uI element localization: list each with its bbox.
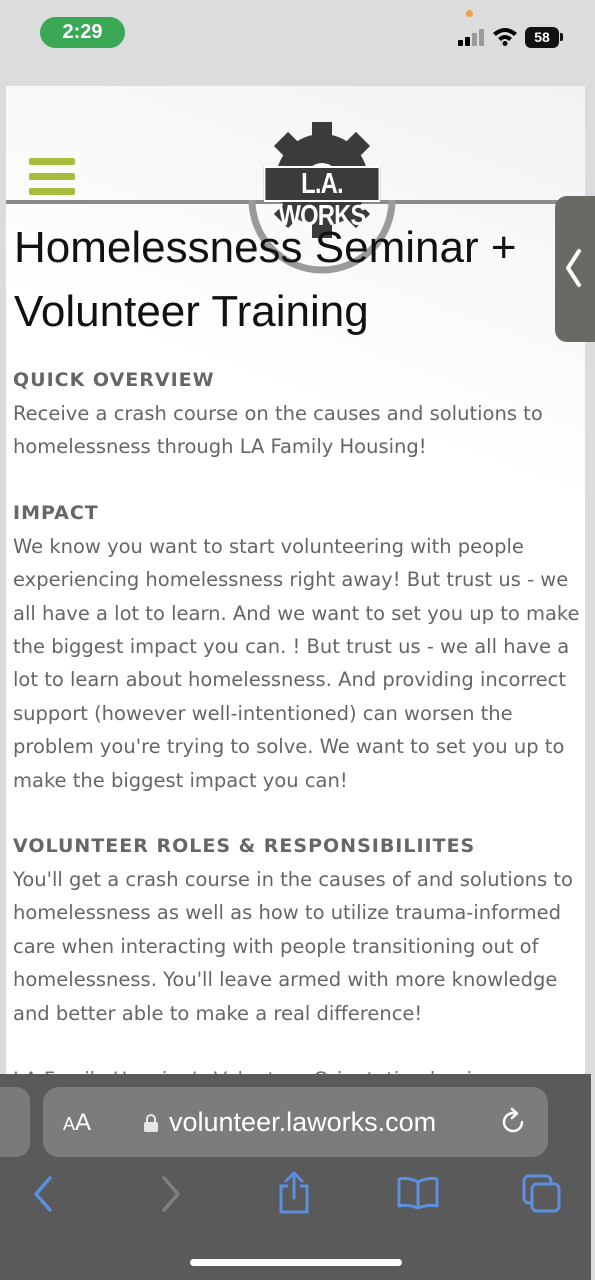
browser-toolbar <box>0 1074 591 1280</box>
section-heading: QUICK OVERVIEW <box>13 369 215 391</box>
section-heading: IMPACT <box>13 501 99 524</box>
event-description <box>13 364 583 1096</box>
reader-aa-button[interactable]: AA <box>63 1109 92 1136</box>
web-page <box>6 86 585 1076</box>
cellular-signal-icon <box>458 29 486 46</box>
privacy-indicator-dot <box>466 10 473 17</box>
address-bar[interactable] <box>43 1087 548 1157</box>
section-quick-overview <box>13 364 583 464</box>
section-body: You'll get a crash course in the causes of and solutions to homelessness as well as how to utilize trauma-informed care when interacting with people transitioning out of homelessness. You'll leave armed with more knowledge and better able to make a real difference! <box>13 868 573 1025</box>
url-text[interactable]: volunteer.laworks.com <box>169 1107 437 1137</box>
home-indicator[interactable] <box>190 1259 402 1266</box>
page-title: Homelessness Seminar + Volunteer Training <box>14 223 517 336</box>
tabs-icon[interactable] <box>522 1174 562 1214</box>
section-body: Receive a crash course on the causes and solutions to homelessness through LA Family Housing! <box>13 402 543 459</box>
forward-icon[interactable] <box>158 1174 184 1214</box>
back-icon[interactable] <box>30 1174 56 1214</box>
wifi-icon <box>492 26 518 46</box>
previous-tab-preview[interactable] <box>0 1087 30 1157</box>
reload-icon[interactable] <box>498 1107 528 1137</box>
section-impact <box>13 497 583 797</box>
battery-indicator: 58 <box>525 27 559 48</box>
status-time[interactable]: 2:29 <box>40 17 125 48</box>
side-drawer-tab[interactable] <box>555 196 595 342</box>
section-body: We know you want to start volunteering with people experiencing homelessness right away! But trust us - we all have a lot to learn. And we want to set you up to make the biggest impact you can. ! But trust us - we all have a lot to learn about homelessness. And providing incorrect support (however well-intentioned) can worsen the problem you're trying to solve. We want to set you up to make the biggest impact you can! <box>13 534 580 792</box>
chevron-left-icon <box>563 248 583 288</box>
bookmarks-icon[interactable] <box>396 1176 440 1210</box>
battery-tip <box>560 33 563 41</box>
hamburger-menu-icon[interactable] <box>29 158 75 198</box>
section-heading: VOLUNTEER ROLES & RESPONSIBILIITES <box>13 835 476 858</box>
section-roles <box>13 830 583 1030</box>
status-bar <box>0 0 591 86</box>
share-icon[interactable] <box>276 1170 312 1216</box>
lock-icon <box>143 1113 159 1133</box>
logo-wordmark[interactable]: L.A. WORKS <box>264 166 380 202</box>
